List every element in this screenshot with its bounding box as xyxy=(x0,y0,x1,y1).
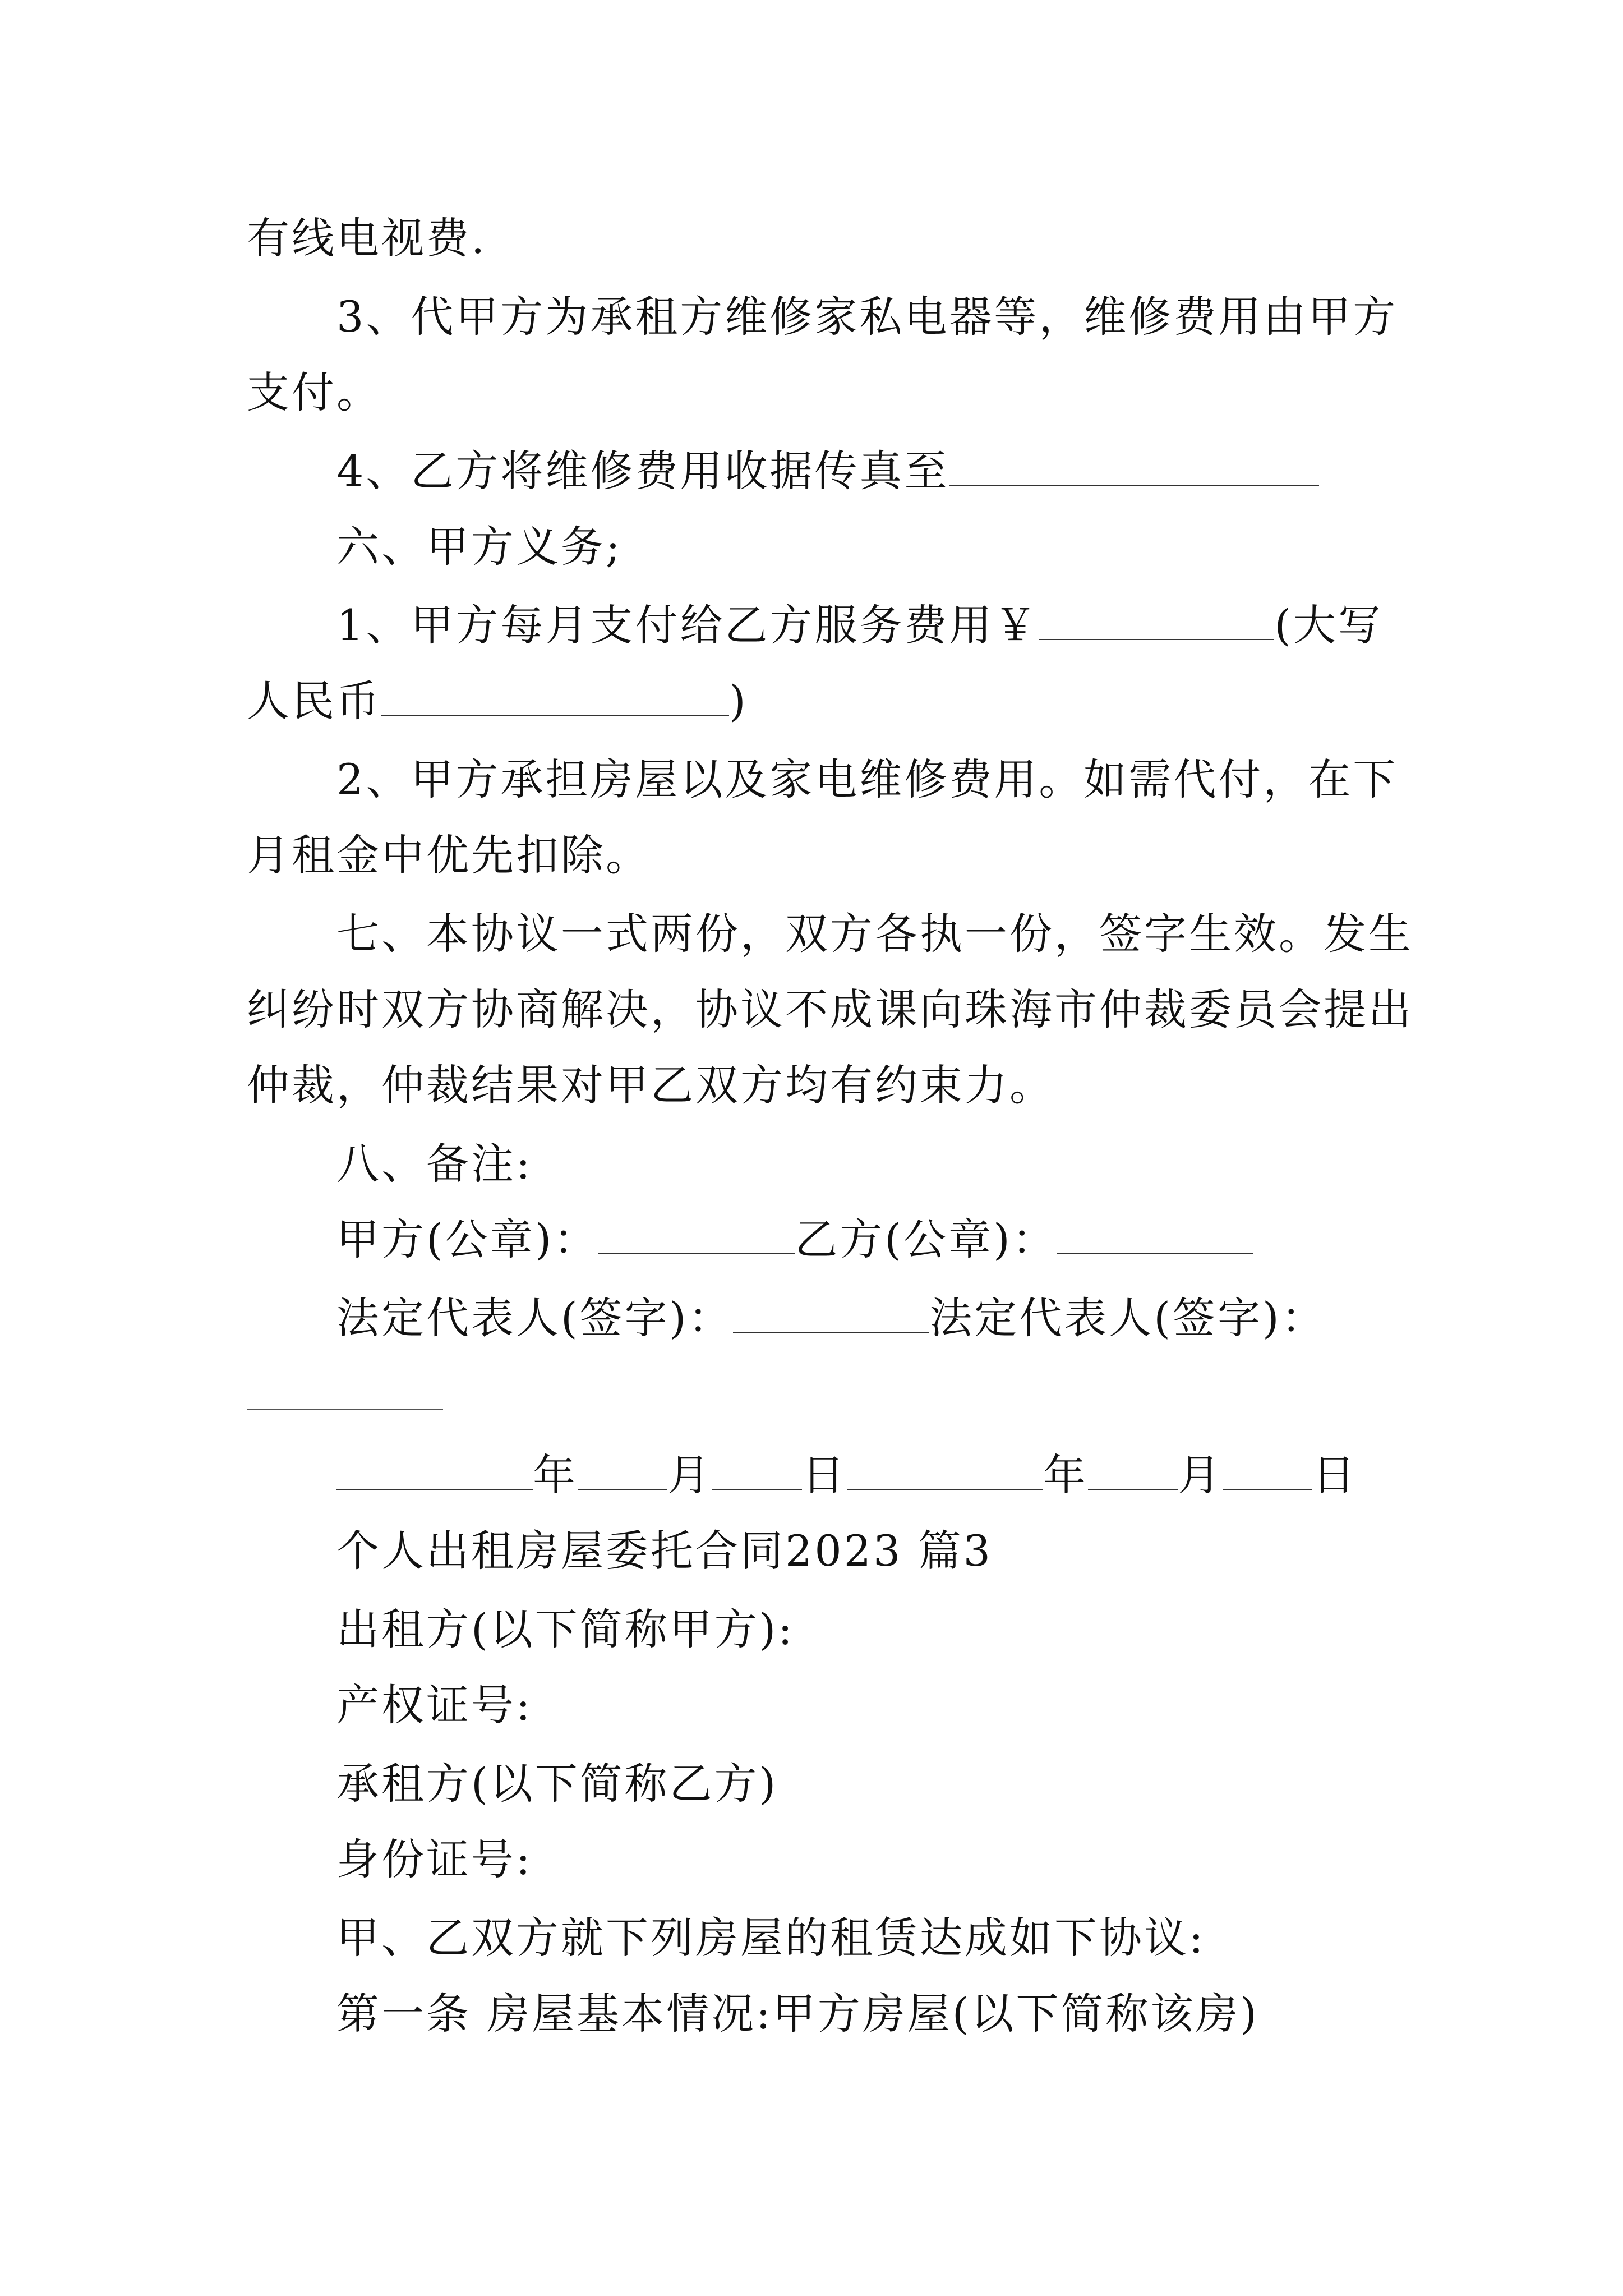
clause-5-3: 3、代甲方为承租方维修家私电器等，维修费用由甲方 xyxy=(336,292,1398,342)
section-heading-6: 六、甲方义务; xyxy=(336,522,623,572)
month-label: 月 xyxy=(1178,1450,1223,1500)
text-line: 支付。 xyxy=(247,367,381,417)
title-deed-line: 产权证号: xyxy=(336,1680,533,1730)
clause-text: 人民币 xyxy=(247,676,381,726)
amount-words-blank xyxy=(381,679,729,716)
text-line: 月租金中优先扣除。 xyxy=(247,830,651,880)
party-a-seal-label: 甲方(公章)： xyxy=(336,1214,599,1264)
party-b-seal-label: 乙方(公章)： xyxy=(795,1214,1057,1264)
year-label: 年 xyxy=(533,1450,578,1500)
party-a-seal-blank xyxy=(598,1217,795,1254)
year-blank xyxy=(336,1453,533,1490)
month-blank xyxy=(578,1453,667,1490)
lessor-line: 出租方(以下简称甲方): xyxy=(336,1604,795,1654)
text-line: 纠纷时双方协商解决，协议不成课向珠海市仲裁委员会提出 xyxy=(247,984,1413,1034)
text-line: 仲裁，仲裁结果对甲乙双方均有约束力。 xyxy=(247,1060,1054,1110)
signature-line xyxy=(336,1290,1326,1346)
party-b-rep-blank xyxy=(247,1409,443,1410)
id-number-line: 身份证号: xyxy=(336,1834,533,1884)
party-a-rep-blank xyxy=(733,1296,929,1333)
clause-text: (大写 xyxy=(1274,600,1384,650)
fax-blank xyxy=(949,449,1319,486)
party-b-seal-blank xyxy=(1057,1217,1253,1254)
party-b-rep-label: 法定代表人(签字)： xyxy=(929,1293,1326,1343)
month-label: 月 xyxy=(667,1450,712,1500)
article-1: 第一条 房屋基本情况:甲方房屋(以下简称该房) xyxy=(336,1989,1260,2039)
month-blank xyxy=(1088,1453,1178,1490)
agreement-intro: 甲、乙双方就下列房屋的租赁达成如下协议: xyxy=(336,1913,1206,1963)
text-line: 有线电视费. xyxy=(247,213,487,263)
seal-line xyxy=(336,1212,1253,1268)
clause-6-1 xyxy=(336,597,1383,654)
clause-6-2: 2、甲方承担房屋以及家电维修费用。如需代付，在下 xyxy=(336,754,1398,804)
amount-blank xyxy=(1039,603,1274,640)
text-line xyxy=(247,673,748,729)
clause-5-4 xyxy=(336,443,1319,499)
date-line xyxy=(336,1447,1357,1503)
year-blank xyxy=(847,1453,1043,1490)
day-label: 日 xyxy=(1312,1450,1357,1500)
section-7: 七、本协议一式两份，双方各执一份，签字生效。发生 xyxy=(336,909,1413,959)
clause-text: ) xyxy=(729,676,748,726)
day-label: 日 xyxy=(802,1450,847,1500)
lessee-line: 承租方(以下简称乙方) xyxy=(336,1759,778,1809)
year-label: 年 xyxy=(1043,1450,1088,1500)
section-heading-8: 八、备注: xyxy=(336,1139,533,1189)
clause-text: 4、乙方将维修费用收据传真至 xyxy=(336,446,949,496)
day-blank xyxy=(1223,1453,1312,1490)
day-blank xyxy=(712,1453,802,1490)
contract-title: 个人出租房屋委托合同2023 篇3 xyxy=(336,1526,993,1576)
clause-text: 1、甲方每月支付给乙方服务费用￥ xyxy=(336,600,1039,650)
party-a-rep-label: 法定代表人(签字)： xyxy=(336,1293,734,1343)
